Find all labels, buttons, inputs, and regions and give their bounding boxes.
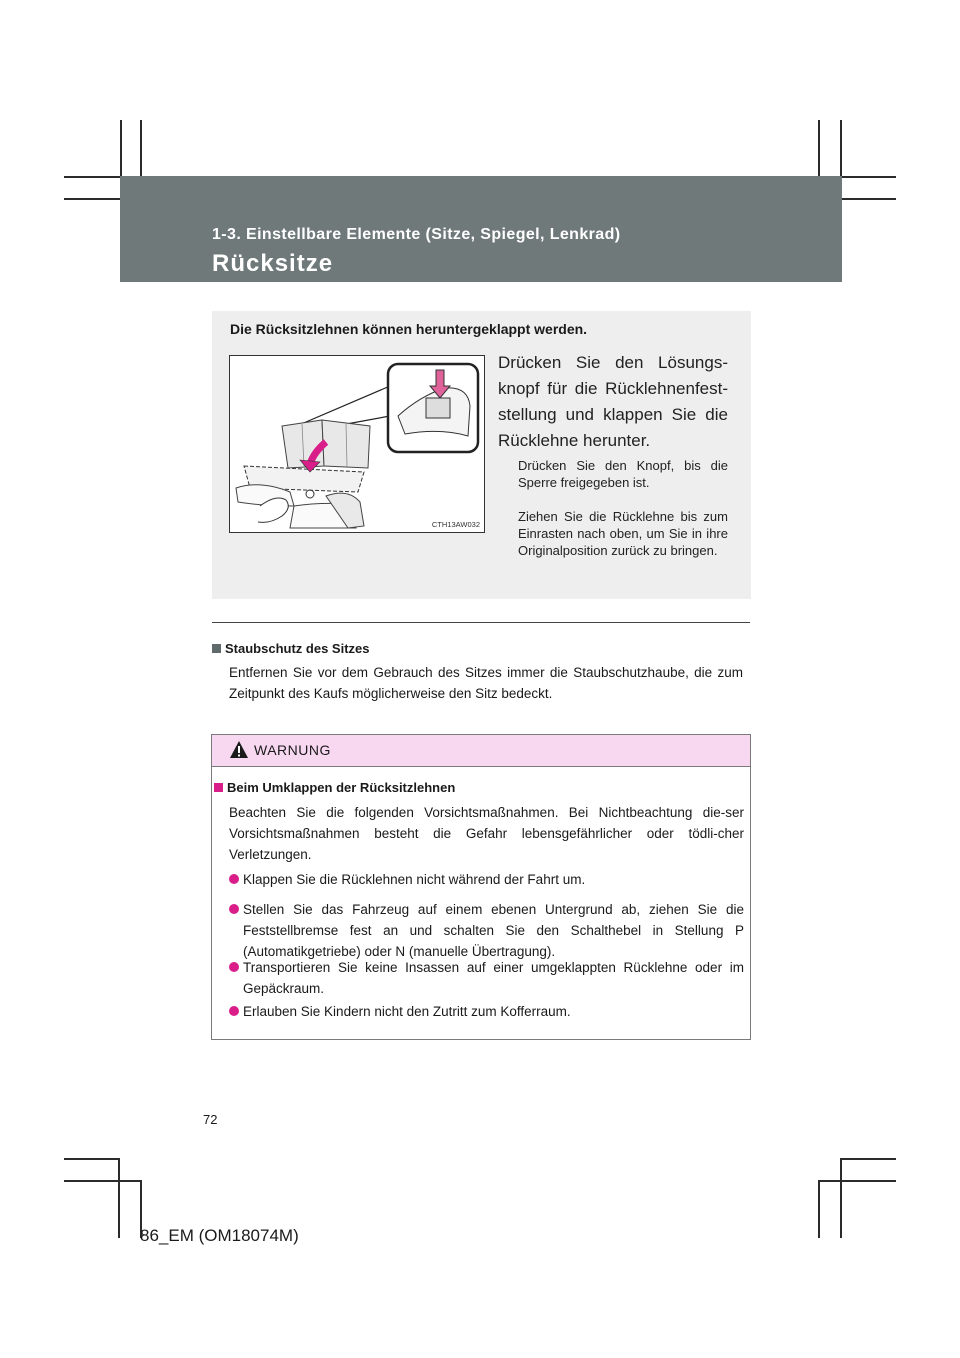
sub-instruction-2: Ziehen Sie die Rücklehne bis zum Einrasten nach oben, um Sie in ihre Originalposition zurück zu bringen.: [518, 509, 728, 558]
warning-title: WARNUNG: [254, 742, 331, 758]
instruction-panel: [212, 311, 751, 599]
bullet-dot-icon: [229, 874, 239, 884]
crop-mark: [64, 176, 122, 178]
bullet-dot-icon: [229, 962, 239, 972]
crop-mark: [818, 1180, 820, 1238]
crop-mark: [64, 1158, 120, 1160]
warning-bullet-3: [229, 957, 744, 999]
horizontal-rule: [212, 622, 750, 623]
crop-mark: [840, 1158, 842, 1238]
crop-mark: [840, 120, 842, 176]
crop-mark: [64, 1180, 142, 1182]
bullet-dot-icon: [229, 1006, 239, 1016]
square-bullet-icon: [214, 783, 223, 792]
bullet-dot-icon: [229, 904, 239, 914]
sub-instruction-1: Drücken Sie den Knopf, bis die Sperre freigegeben ist.: [518, 458, 728, 490]
warning-bullet-2: [229, 899, 744, 962]
warning-bullet-1: [229, 869, 744, 890]
warning-intro: Beachten Sie die folgenden Vorsichtsmaßnahmen. Bei Nichtbeachtung die-ser Vorsichtsmaßnahmen besteht die Gefahr lebensgefährlicher oder tödli-cher Verletzungen.: [229, 805, 744, 862]
warning-heading: [214, 780, 455, 795]
dust-cover-heading-text: Staubschutz des Sitzes: [225, 641, 370, 656]
dust-cover-body: Entfernen Sie vor dem Gebrauch des Sitzes immer die Staubschutzhaube, die zum Zeitpunkt des Kaufs möglicherweise den Sitz bedeckt.: [229, 665, 743, 701]
crop-mark: [818, 1180, 896, 1182]
document-code: 86_EM (OM18074M): [140, 1226, 299, 1245]
warning-bullet-text: Stellen Sie das Fahrzeug auf einem ebenen Untergrund ab, ziehen Sie die Feststellbremse fest an und schalten Sie den Schalthebel in Stellung P (Automatikgetriebe) oder N (manuelle Übertragung).: [243, 902, 744, 959]
square-bullet-icon: [212, 644, 221, 653]
crop-mark: [840, 1158, 896, 1160]
crop-mark: [120, 120, 122, 176]
dust-cover-heading: [212, 641, 369, 656]
warning-triangle-icon: [229, 740, 249, 759]
crop-mark: [840, 176, 896, 178]
crop-mark: [118, 1158, 120, 1238]
rear-seat-fold-drawing: [230, 356, 484, 532]
warning-header: [212, 735, 750, 767]
main-instruction: Drücken Sie den Lösungs-knopf für die Rücklehnenfest-stellung und klappen Sie die Rücklehne herunter.: [498, 353, 728, 450]
warning-bullet-text: Transportieren Sie keine Insassen auf einer umgeklappten Rücklehne oder im Gepäckraum.: [243, 960, 744, 996]
seat-illustration: [229, 355, 485, 533]
panel-heading: Die Rücksitzlehnen können heruntergeklappt werden.: [230, 321, 588, 337]
warning-bullet-text: Klappen Sie die Rücklehnen nicht während der Fahrt um.: [243, 872, 586, 887]
warning-bullet-text: Erlauben Sie Kindern nicht den Zutritt zum Kofferraum.: [243, 1004, 571, 1019]
illustration-code: CTH13AW032: [431, 520, 480, 529]
warning-heading-text: Beim Umklappen der Rücksitzlehnen: [227, 780, 456, 795]
page-number: 72: [203, 1112, 218, 1127]
page-title: Rücksitze: [212, 250, 334, 277]
section-label: 1-3. Einstellbare Elemente (Sitze, Spiegel, Lenkrad): [212, 226, 621, 243]
warning-box: [211, 734, 751, 1040]
warning-bullet-4: [229, 1001, 744, 1022]
